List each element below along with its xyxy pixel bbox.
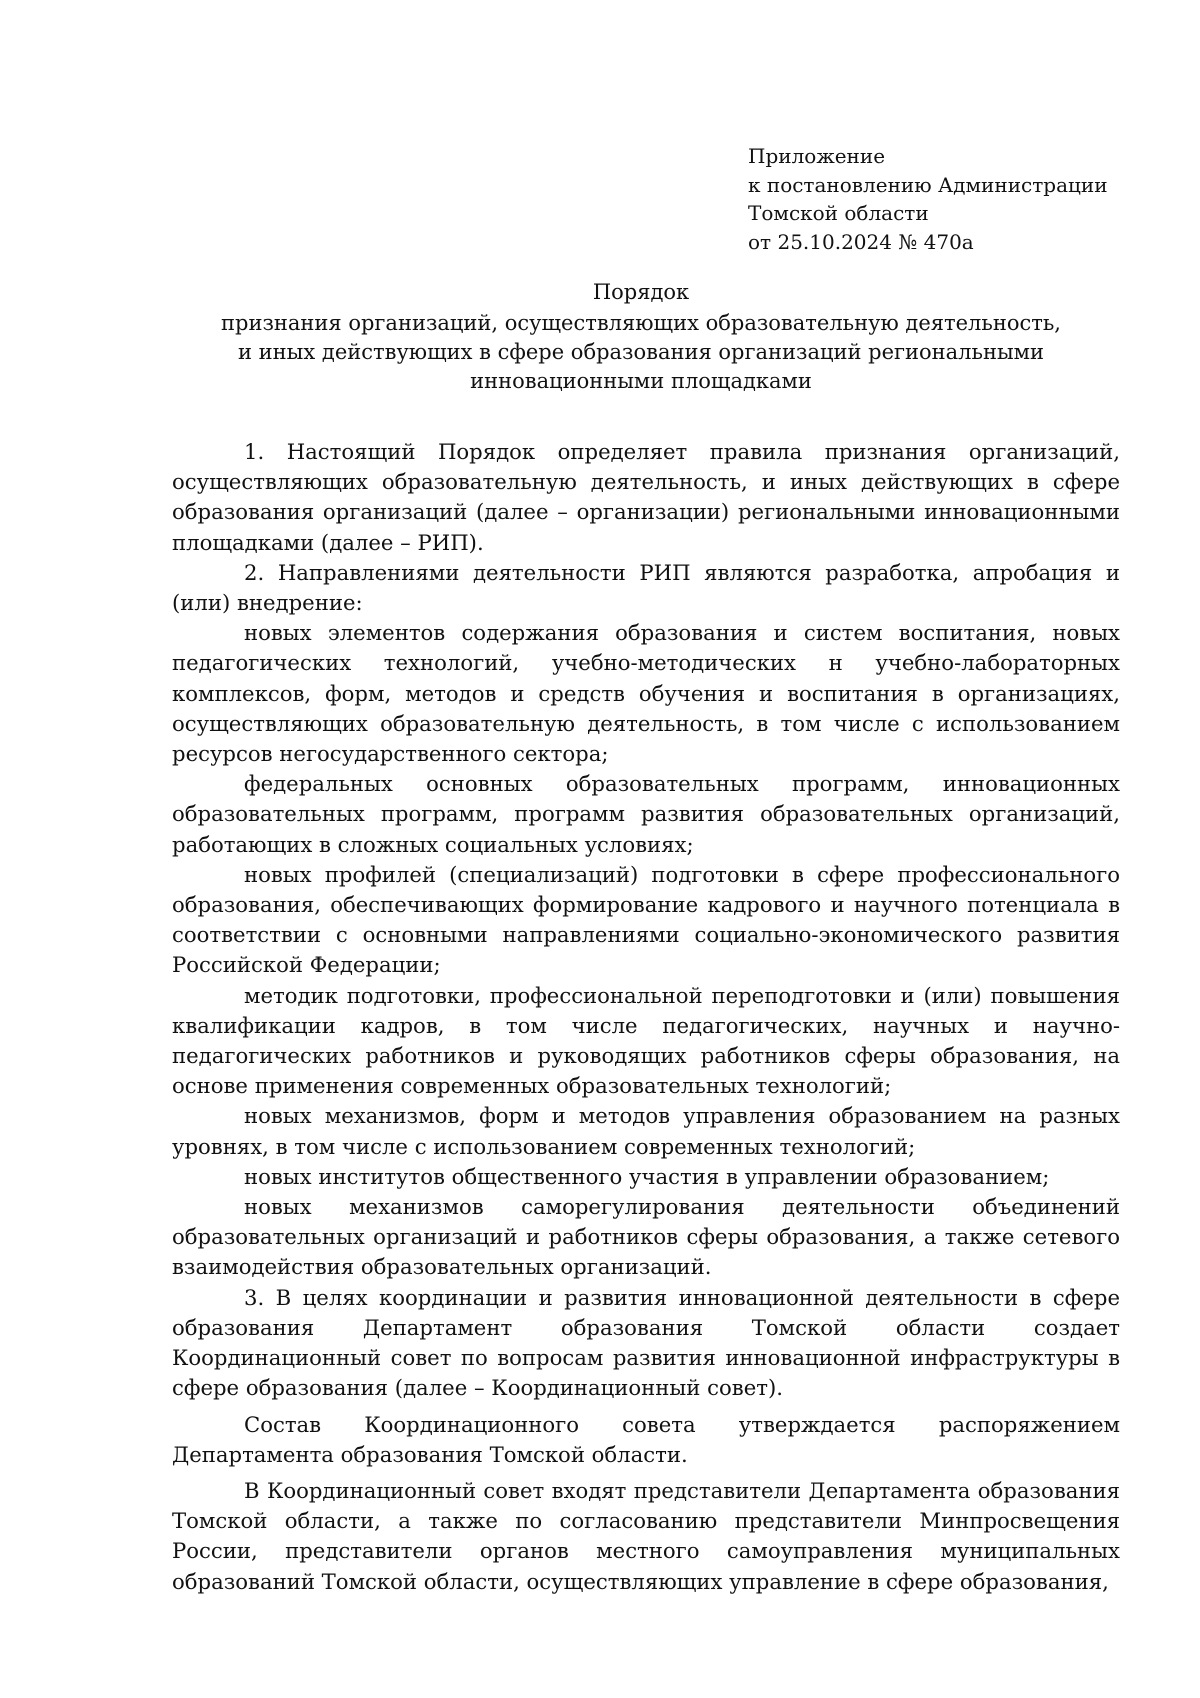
appendix-note: [748, 142, 1168, 256]
title-heading: Порядок: [592, 280, 690, 304]
title-line-1: признания организаций, осуществляющих образовательную деятельность,: [221, 311, 1061, 335]
list-item-content-elements: новых элементов содержания образования и систем воспитания, новых педагогических технологий, учебно-методических н учебно-лабораторных комплексов, форм, методов и средств обучения и воспитания в организациях, осуществляющих образовательную деятельность, в том числе с использованием ресурсов негосударственного сектора;: [172, 620, 1120, 767]
title-line-2: и иных действующих в сфере образования организаций региональными: [238, 340, 1044, 364]
appendix-line-1: Приложение: [748, 144, 886, 168]
appendix-line-2: к постановлению Администрации: [748, 172, 1108, 197]
paragraph-1: 1. Настоящий Порядок определяет правила признания организаций, осуществляющих образовательную деятельность, и иных действующих в сфере образования организаций (далее – организации) региональными инновационными площадками (далее – РИП).: [172, 439, 1120, 555]
list-item-self-regulation: новых механизмов саморегулирования деятельности объединений образовательных организаций и работников сферы образования, а также сетевого взаимодействия образовательных организаций.: [172, 1194, 1120, 1280]
list-item-new-profiles: новых профилей (специализаций) подготовки в сфере профессионального образования, обеспечивающих формирование кадрового и научного потенциала в соответствии с основными направлениями социально-экономического развития Российской Федерации;: [172, 861, 1120, 978]
document-body: [172, 437, 1120, 1597]
title-line-3: инновационными площадками: [470, 369, 812, 393]
paragraph-3: 3. В целях координации и развития инновационной деятельности в сфере образования Департамент образования Томской области создает Координационный совет по вопросам развития инновационной инфраструктуры в сфере образования (далее – Координационный совет).: [172, 1284, 1120, 1401]
document-title: [160, 278, 1122, 396]
appendix-line-3: Томской области: [748, 201, 929, 225]
paragraph-2: 2. Направлениями деятельности РИП являются разработка, апробация и (или) внедрение:: [172, 559, 1120, 616]
list-item-public-participation: новых институтов общественного участия в управлении образованием;: [244, 1163, 1050, 1189]
list-item-management-mechanisms: новых механизмов, форм и методов управления образованием на разных уровнях, в том числе с использованием современных технологий;: [172, 1103, 1120, 1159]
appendix-line-4: от 25.10.2024 № 470а: [748, 229, 974, 254]
paragraph-council-members: В Координационный совет входят представители Департамента образования Томской области, а также по согласованию представители Минпросвещения России, представители органов местного самоуправления муниципальных образований Томской области, осуществляющих управление в сфере образования,: [172, 1477, 1120, 1594]
list-item-training-methods: методик подготовки, профессиональной переподготовки и (или) повышения квалификации кадров, в том числе педагогических, научных и научно-педагогических работников и руководящих работников сферы образования, на основе применения современных образовательных технологий;: [172, 982, 1120, 1099]
paragraph-council-composition: Состав Координационного совета утверждается распоряжением Департамента образования Томской области.: [172, 1411, 1120, 1467]
list-item-federal-programs: федеральных основных образовательных программ, инновационных образовательных программ, программ развития образовательных организаций, работающих в сложных социальных условиях;: [172, 771, 1120, 857]
